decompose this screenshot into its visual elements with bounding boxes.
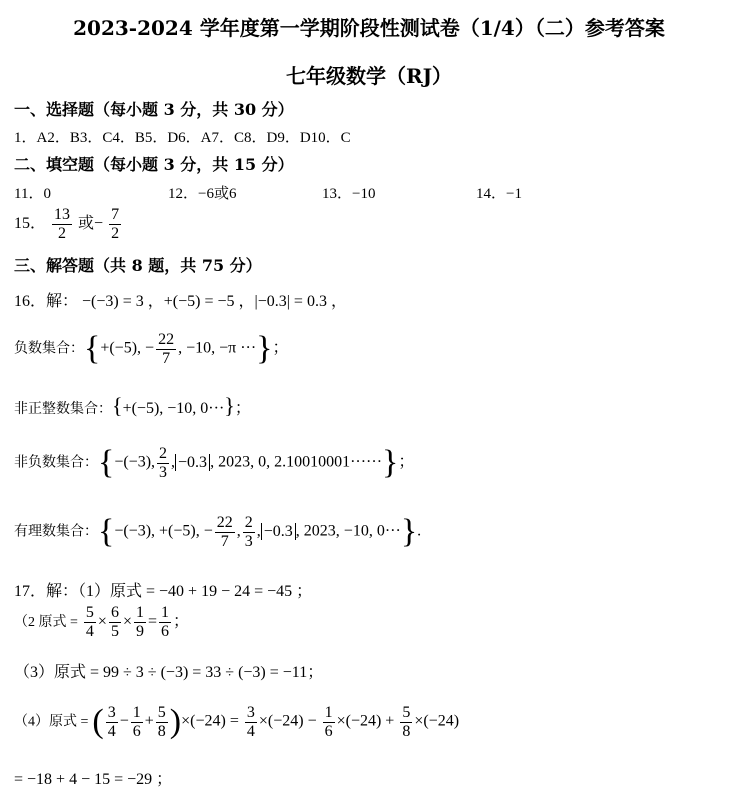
fraction: $\frac{1}{6}$: [132, 703, 141, 740]
q17-part3: （3）原式 = 99 ÷ 3 ÷ (−3) = 33 ÷ (−3) = −11；: [14, 664, 324, 681]
fraction: $\frac{5}{8}$: [157, 703, 166, 740]
q16-line: [14, 288, 347, 311]
rational-set: 有理数集合：{−(−3), +(−5), − $\frac{22}{7}$ , $\frac{2}{3}$ , −0.3 , 2023, −10, 0···}.: [14, 513, 422, 550]
negative-set-label: 负数集合：: [14, 341, 84, 357]
page-subtitle: 七年级数学（RJ）: [285, 64, 453, 88]
answer-11: 11．0: [14, 186, 51, 202]
fraction: $\frac{5}{4}$: [85, 604, 94, 640]
nonnegative-set: 非负数集合：{−(−3), $\frac{2}{3}$ , −0.3 , 2023, 0, 2.10010001······}；: [14, 444, 415, 481]
fraction: $\frac{22}{7}$: [158, 330, 175, 367]
fraction: $\frac{5}{8}$: [402, 703, 411, 740]
section3-heading: 三、解答题（共 8 题，共 75 分）: [14, 256, 262, 275]
answer-15: 15． $\frac{13}{2}$ 或− $\frac{7}{2}$: [14, 206, 120, 242]
fraction: $\frac{2}{3}$: [159, 444, 168, 481]
negative-set: 负数集合：{+(−5), − $\frac{22}{7}$ , −10, −π ···}；: [14, 330, 289, 367]
rational-set-label: 有理数集合：: [14, 524, 98, 540]
answer-14: 14．−1: [476, 186, 522, 202]
section1-heading: 一、选择题（每小题 3 分，共 30 分）: [14, 100, 294, 119]
fraction: $\frac{13}{2}$: [54, 206, 71, 242]
fraction: $\frac{6}{5}$: [110, 604, 119, 640]
nonpositive-integer-set: 非正整数集合：{+(−5), −10, 0···}；: [14, 393, 251, 418]
answer-12: 12．−6或6: [168, 186, 237, 202]
q16-expr: −(−3) = 3 ，+(−5) = −5 ，|−0.3| = 0.3 ，: [82, 293, 347, 310]
section2-heading: 二、填空题（每小题 3 分，共 15 分）: [14, 155, 294, 174]
answer-15-label: 15．: [14, 214, 47, 232]
fraction: $\frac{3}{4}$: [246, 703, 255, 740]
nonpositive-set-label: 非正整数集合：: [14, 402, 112, 417]
absolute-value: −0.3: [261, 523, 296, 540]
choice-answers: 1．A2．B3．C4．B5．D6．A7．C8．D9．D10．C: [14, 130, 351, 146]
fraction: $\frac{7}{2}$: [111, 206, 120, 242]
fraction: $\frac{1}{9}$: [135, 604, 144, 640]
fraction: $\frac{2}{3}$: [244, 513, 253, 550]
fraction: $\frac{1}{6}$: [161, 604, 169, 640]
q17-part4: （4）原式 = ( $\frac{3}{4}$ − $\frac{1}{6}$ + $\frac{5}{8}$ )×(−24) = $\frac{3}{4}$ ×(−24) − $\frac{1}{6}$ ×(−24) + $\frac{5}{8}$ ×(−24): [14, 703, 460, 740]
page-title: 2023-2024 学年度第一学期阶段性测试卷（1/4）（二）参考答案: [73, 16, 665, 40]
q17-part2: （2 原式 = $\frac{5}{4}$ × $\frac{6}{5}$ × $\frac{1}{9}$ = $\frac{1}{6}$ ；: [14, 604, 190, 640]
or-text: 或: [78, 214, 95, 232]
absolute-value: −0.3: [175, 454, 210, 471]
fraction: $\frac{22}{7}$: [216, 513, 233, 550]
answer-13: 13．−10: [322, 186, 376, 202]
q17-part1: 17．解：（1）原式 = −40 + 19 − 24 = −45 ；: [14, 583, 313, 600]
fraction: $\frac{1}{6}$: [324, 703, 333, 740]
q16-label: 16．解：: [14, 293, 79, 310]
nonnegative-set-label: 非负数集合：: [14, 455, 98, 471]
fraction: $\frac{3}{4}$: [107, 703, 116, 740]
q17-part4-result: = −18 + 4 − 15 = −29 ；: [14, 771, 173, 788]
